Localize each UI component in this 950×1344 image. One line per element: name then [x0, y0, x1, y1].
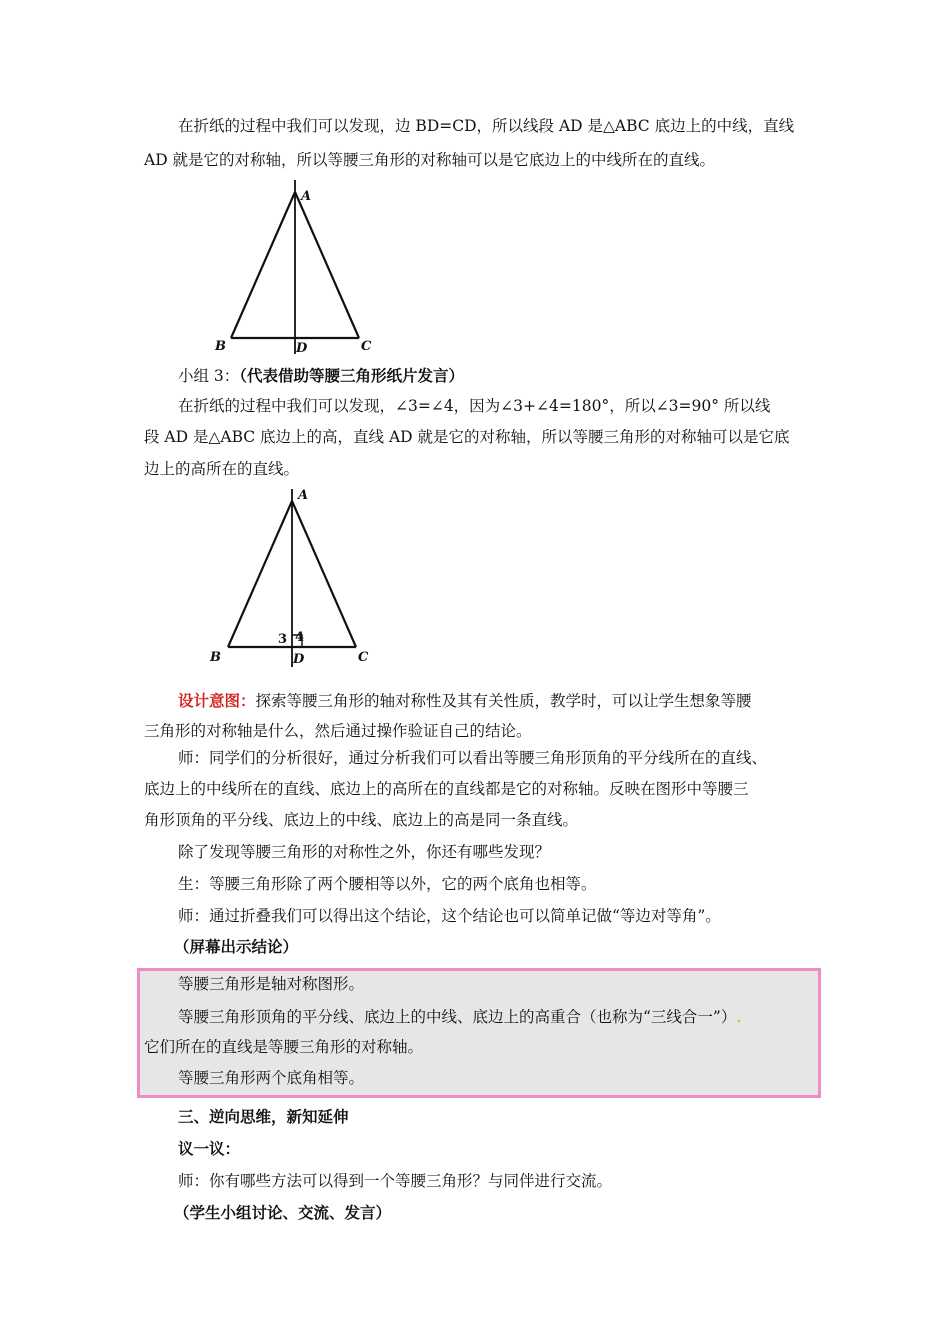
conclusion-2-line1 [178, 1006, 741, 1028]
side-ab [231, 192, 295, 338]
design-line2: 三角形的对称轴是什么，然后通过操作验证自己的结论。 [144, 722, 532, 740]
teacher2: 师：通过折叠我们可以得出这个结论，这个结论也可以简单记做“等边对等角”。 [178, 907, 721, 925]
teacher1-line1: 师：同学们的分析很好，通过分析我们可以看出等腰三角形顶角的平分线所在的直线、 [178, 749, 768, 767]
label-angle-3: 3 [278, 632, 288, 647]
label-c: C [358, 650, 369, 665]
conclusion-2-line2: 它们所在的直线是等腰三角形的对称轴。 [144, 1038, 424, 1056]
group3-line1: 在折纸的过程中我们可以发现，∠3=∠4，因为∠3+∠4=180°，所以∠3=90° 所以线 [178, 397, 771, 415]
conclusion-2-text: 等腰三角形顶角的平分线、底边上的中线、底边上的高重合（也称为“三线合一”） [178, 1008, 737, 1026]
conclusion-1: 等腰三角形是轴对称图形。 [178, 975, 365, 993]
design-text: 探索等腰三角形的轴对称性及其有关性质，教学时，可以让学生想象等腰 [255, 692, 752, 710]
group3-label: 小组 3： [178, 367, 240, 385]
label-angle-4: 4 [295, 630, 305, 645]
group3-heading [178, 365, 464, 387]
design-label: 设计意图： [178, 691, 256, 710]
teacher1-line2: 底边上的中线所在的直线、底边上的高所在的直线都是它的对称轴。反映在图形中等腰三 [144, 780, 749, 798]
question: 除了发现等腰三角形的对称性之外，你还有哪些发现？ [178, 843, 551, 861]
label-c: C [361, 339, 372, 354]
triangle-figure-altitude [195, 485, 395, 670]
section3-teacher: 师：你有哪些方法可以得到一个等腰三角形？与同伴进行交流。 [178, 1172, 613, 1190]
side-ab [228, 501, 292, 647]
group3-line3: 边上的高所在的直线。 [144, 460, 300, 478]
student-answer: 生：等腰三角形除了两个腰相等以外，它的两个底角也相等。 [178, 875, 597, 893]
teacher1-line3: 角形顶角的平分线、底边上的中线、底边上的高是同一条直线。 [144, 811, 579, 829]
section3-heading: 三、逆向思维，新知延伸 [178, 1107, 349, 1126]
group3-line2: 段 AD 是△ABC 底边上的高，直线 AD 就是它的对称轴，所以等腰三角形的对称轴可以是它底 [144, 428, 790, 446]
label-a: A [298, 488, 309, 503]
side-ac [292, 501, 356, 647]
section3-note: （学生小组讨论、交流、发言） [174, 1203, 392, 1222]
para1-line1: 在折纸的过程中我们可以发现，边 BD=CD，所以线段 AD 是△ABC 底边上的中线，直线 [178, 117, 795, 135]
label-d: D [296, 341, 308, 356]
label-b: B [215, 339, 226, 354]
conclusion-2-dot: . [736, 1008, 742, 1026]
label-d: D [293, 652, 305, 667]
design-line1 [178, 690, 752, 712]
side-ac [295, 192, 359, 338]
conclusion-3: 等腰三角形两个底角相等。 [178, 1069, 365, 1087]
para1-line2: AD 就是它的对称轴，所以等腰三角形的对称轴可以是它底边上的中线所在的直线。 [144, 151, 716, 169]
label-b: B [210, 650, 221, 665]
triangle-figure-median [195, 178, 395, 358]
label-a: A [301, 189, 312, 204]
section3-discuss: 议一议： [178, 1139, 241, 1158]
group3-note: （代表借助等腰三角形纸片发言） [239, 366, 465, 385]
screen-note: （屏幕出示结论） [174, 937, 299, 956]
